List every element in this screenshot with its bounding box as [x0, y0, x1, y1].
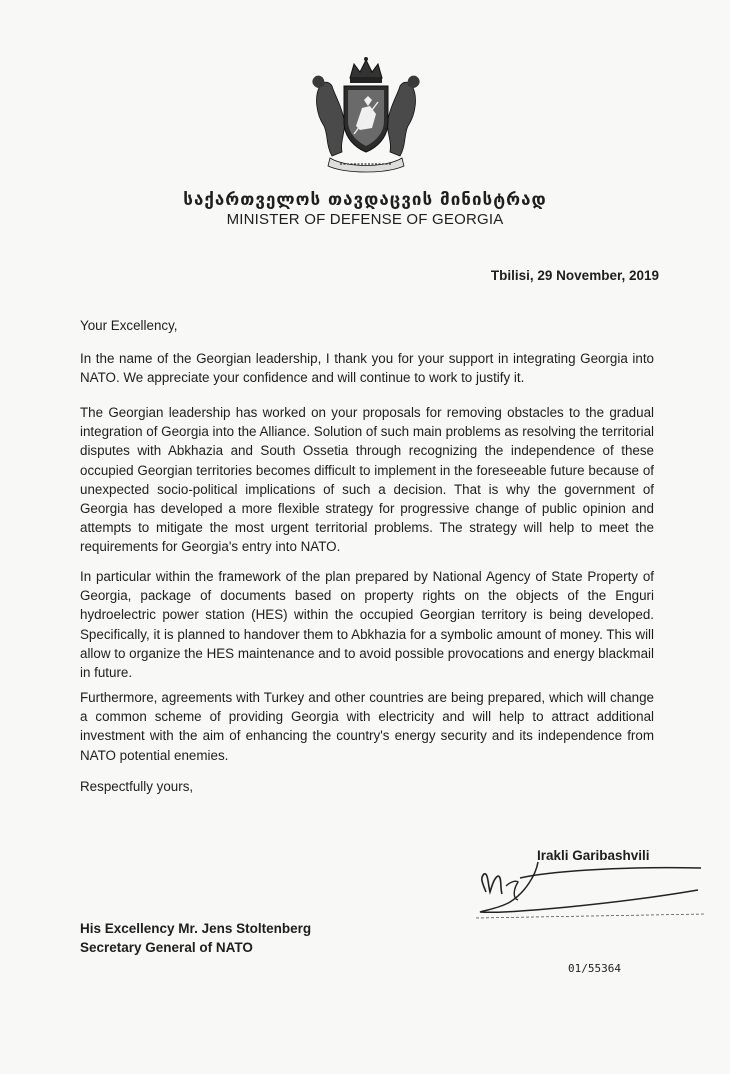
recipient-name: His Excellency Mr. Jens Stoltenberg	[80, 921, 312, 936]
recipient-title: Secretary General of NATO	[80, 940, 253, 955]
ministry-title-georgian: საქართველოს თავდაცვის მინისტრად	[183, 190, 547, 210]
letter-paragraph-1	[80, 349, 654, 387]
paragraph-text: Furthermore, agreements with Turkey and other countries are being prepared, which will change a common scheme of providing Georgia with electricity and will help to attract additional investment with the aim of enhancing the country's energy security and its independence from NATO potential enemies.	[80, 690, 654, 763]
ministry-title-english: MINISTER OF DEFENSE OF GEORGIA	[226, 211, 504, 228]
closing-line: Respectfully yours,	[80, 779, 194, 794]
signer-name: Irakli Garibashvili	[537, 848, 650, 863]
letter-paragraph-2	[80, 403, 654, 557]
georgia-coat-of-arms-icon	[310, 56, 422, 174]
letter-paragraph-4	[80, 688, 654, 765]
salutation: Your Excellency,	[80, 318, 178, 333]
letter-place-date: Tbilisi, 29 November, 2019	[490, 268, 659, 283]
paragraph-text: In particular within the framework of the plan prepared by National Agency of State Property of Georgia, package of documents based on property rights on the objects of the Enguri hydroelectric power station (HES) within the occupied Georgian territory is being developed. Specifically, it is planned to handover them to Abkhazia for a symbolic amount of money. This will allow to organize the HES maintenance and to avoid possible provocations and energy blackmail in future.	[80, 569, 654, 681]
handwritten-signature-icon	[466, 852, 716, 922]
recipient-block	[80, 919, 311, 957]
reference-number: 01/55364	[568, 962, 621, 975]
paragraph-text: In the name of the Georgian leadership, I thank you for your support in integrating Georgia into NATO. We appreciate your confidence and will continue to work to justify it.	[80, 351, 654, 386]
paragraph-text: The Georgian leadership has worked on your proposals for removing obstacles to the gradual integration of Georgia into the Alliance. Solution of such main problems as resolving the territorial disputes with Abkhazia and South Ossetia through recognizing the independence of these occupied Georgian territories becomes difficult to implement in the foreseeable future because of unexpected socio-political implications of such a decision. That is why the government of Georgia has developed a more flexible strategy for progressive change of public opinion and attempts to mitigate the most urgent territorial problems. The strategy will help to meet the requirements for Georgia's entry into NATO.	[80, 405, 654, 555]
letter-paragraph-3	[80, 567, 654, 682]
